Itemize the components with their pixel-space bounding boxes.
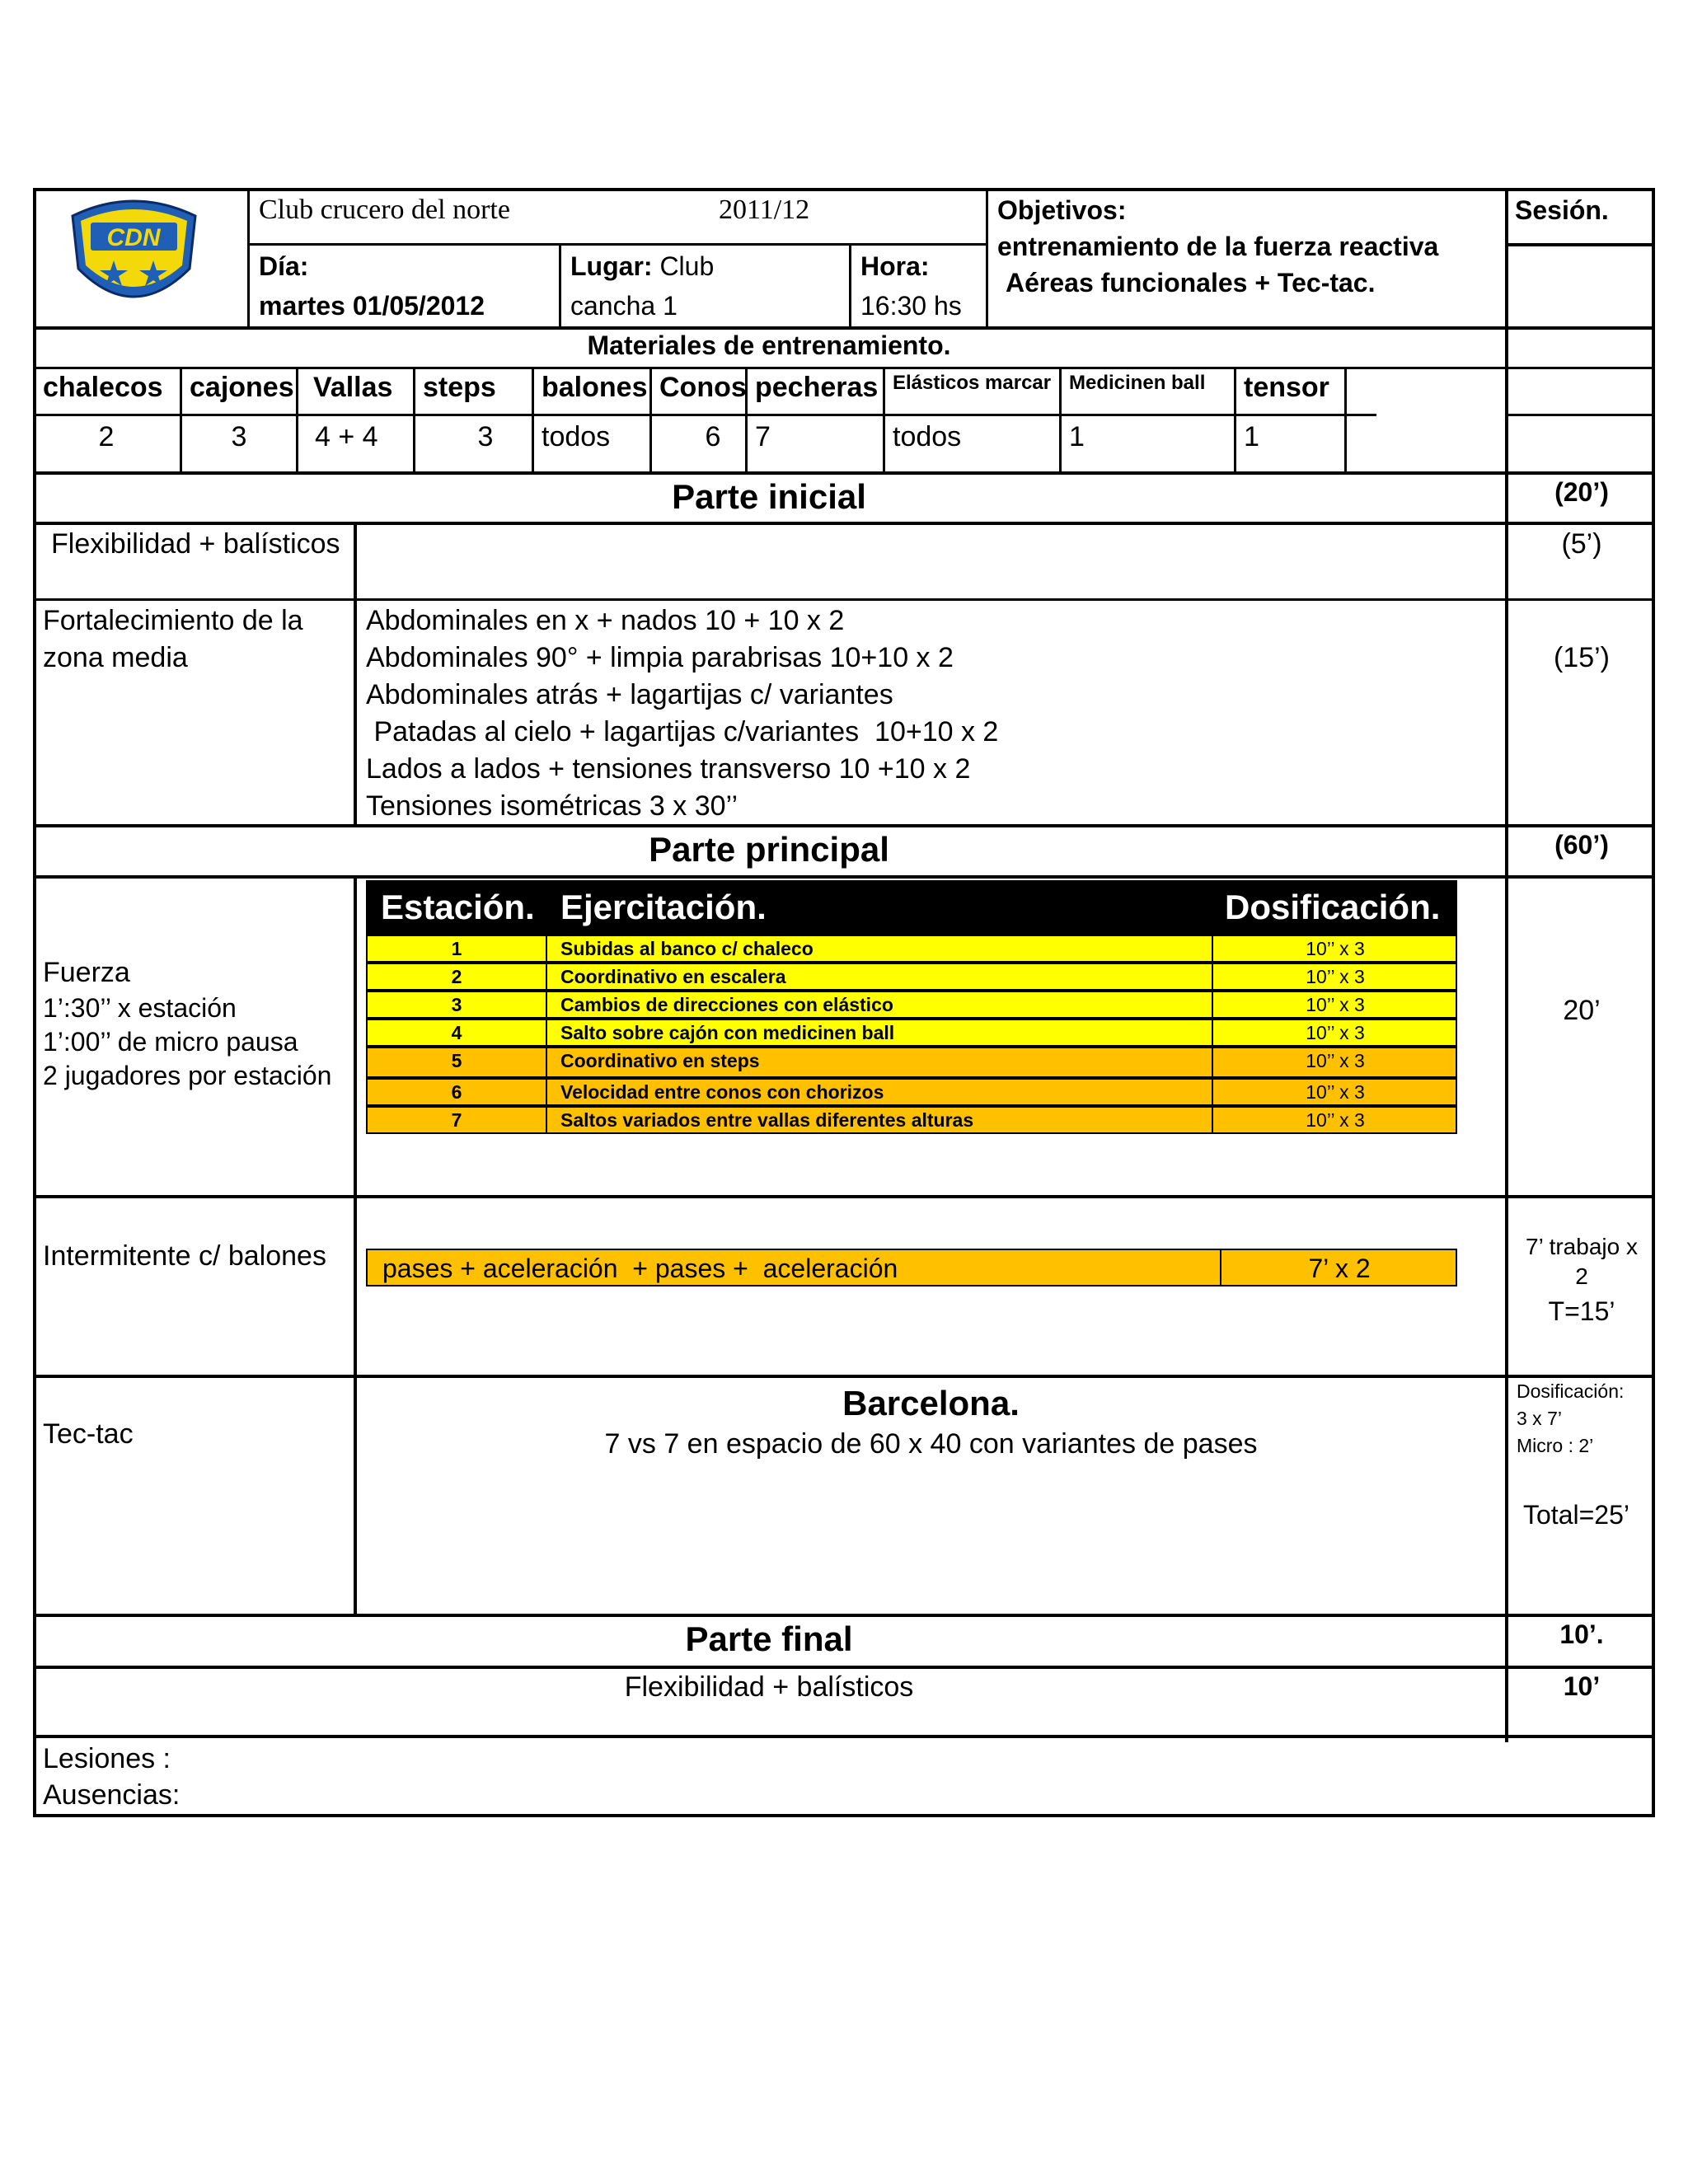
objetivos-line-2: Aéreas funcionales + Tec-tac. [1006, 268, 1376, 298]
station-exercise: Coordinativo en escalera [547, 964, 1213, 989]
hora-value: 16:30 hs [860, 291, 962, 321]
fortalecimiento-label: Fortalecimiento de la [43, 605, 303, 636]
club-logo-shield-icon [66, 193, 202, 316]
fortalecimiento-time: (15’) [1553, 642, 1611, 673]
exercise-column-header: Ejercitación. [560, 888, 767, 926]
station-dose: 10’’ x 3 [1306, 966, 1365, 987]
station-dose: 10’’ x 3 [1306, 994, 1365, 1015]
parte-inicial-title: Parte inicial [672, 477, 866, 516]
dose-column-header: Dosificación. [1225, 888, 1441, 926]
lugar-value-2: cancha 1 [570, 291, 678, 321]
dia-label: Día: [259, 251, 309, 281]
station-number: 3 [368, 992, 547, 1017]
station-dose: 10’’ x 3 [1306, 1022, 1365, 1043]
station-dose: 10’’ x 3 [1306, 938, 1365, 959]
tectac-time-4: Total=25’ [1523, 1500, 1629, 1530]
intermitente-exercise: pases + aceleración + pases + aceleración [382, 1254, 898, 1283]
material-header: tensor [1244, 372, 1329, 403]
station-number: 2 [368, 964, 547, 989]
material-value: 2 [98, 421, 115, 452]
station-number: 5 [368, 1048, 547, 1076]
tectac-time-2: 3 x 7’ [1517, 1408, 1562, 1429]
station-number: 4 [368, 1020, 547, 1045]
material-header: pecheras [755, 372, 879, 403]
material-header: chalecos [43, 372, 163, 403]
material-header: Medicinen ball [1069, 372, 1206, 394]
lesiones-label: Lesiones : [43, 1743, 171, 1774]
exercise-line: Tensiones isométricas 3 x 30’’ [366, 790, 738, 822]
exercise-line: Abdominales 90° + limpia parabrisas 10+10 x 2 [366, 642, 954, 673]
exercise-line: Lados a lados + tensiones transverso 10 +10 x 2 [366, 753, 971, 785]
logo-text: CDN [106, 224, 161, 251]
station-exercise: Saltos variados entre vallas diferentes alturas [547, 1108, 1213, 1132]
material-value: 7 [755, 421, 771, 452]
material-value: 1 [1244, 421, 1259, 452]
intermitente-dose: 7’ x 2 [1308, 1254, 1371, 1283]
material-value: 1 [1069, 421, 1085, 452]
parte-inicial-time: (20’) [1554, 477, 1609, 507]
club-name: Club crucero del norte [259, 194, 510, 225]
tectac-title: Barcelona. [842, 1384, 1020, 1422]
material-value: 3 [231, 421, 247, 452]
fuerza-detail: 1’:00’’ de micro pausa [43, 1027, 298, 1057]
lugar-value: Club [659, 251, 715, 281]
exercise-line: Abdominales atrás + lagartijas c/ variantes [366, 679, 893, 710]
material-value: todos [542, 421, 611, 452]
station-dose: 10’’ x 3 [1306, 1050, 1365, 1071]
lugar-label: Lugar: [570, 251, 653, 281]
tectac-label: Tec-tac [43, 1418, 134, 1450]
hora-label: Hora: [860, 251, 930, 281]
flexibilidad-label: Flexibilidad + balísticos [51, 528, 340, 560]
materials-title: Materiales de entrenamiento. [587, 330, 951, 360]
dia-value: martes 01/05/2012 [259, 291, 485, 321]
flexibilidad-time: (5’) [1561, 528, 1602, 560]
material-header: Vallas [313, 372, 393, 403]
table-row [366, 1019, 1457, 1047]
station-exercise: Velocidad entre conos con chorizos [547, 1080, 1213, 1104]
stations-table-header [366, 880, 1457, 935]
parte-final-content-time: 10’ [1563, 1671, 1601, 1701]
fuerza-label: Fuerza [43, 957, 130, 988]
exercise-line: Patadas al cielo + lagartijas c/variantes 10+10 x 2 [366, 716, 999, 748]
parte-final-time: 10’. [1559, 1619, 1604, 1649]
objetivos-label: Objetivos: [997, 195, 1127, 225]
material-header: Elásticos marcar [893, 372, 1052, 394]
table-row [366, 935, 1457, 963]
material-header: cajones [190, 372, 294, 403]
fuerza-detail: 1’:30’’ x estación [43, 993, 237, 1023]
intermitente-time-3: T=15’ [1548, 1296, 1615, 1326]
station-column-header: Estación. [381, 888, 535, 926]
objetivos-line-1: entrenamiento de la fuerza reactiva [997, 232, 1439, 261]
tectac-time-1: Dosificación: [1517, 1380, 1625, 1402]
intermitente-row [366, 1249, 1457, 1286]
table-row [366, 963, 1457, 991]
material-header: Conos [659, 372, 747, 403]
station-exercise: Cambios de direcciones con elástico [547, 992, 1213, 1017]
fuerza-detail: 2 jugadores por estación [43, 1061, 332, 1090]
intermitente-time-1: 7’ trabajo x [1526, 1234, 1638, 1259]
material-header: balones [542, 372, 648, 403]
club-logo [66, 193, 202, 316]
lugar [570, 252, 714, 281]
intermitente-label: Intermitente c/ balones [43, 1240, 326, 1272]
station-exercise: Salto sobre cajón con medicinen ball [547, 1020, 1213, 1045]
table-row [366, 1106, 1457, 1134]
fortalecimiento-label-2: zona media [43, 642, 188, 673]
material-header: steps [423, 372, 496, 403]
ausencias-label: Ausencias: [43, 1779, 181, 1811]
parte-final-content: Flexibilidad + balísticos [624, 1671, 914, 1703]
material-value: todos [893, 421, 962, 452]
tectac-time-3: Micro : 2’ [1517, 1435, 1594, 1456]
material-value: 4 + 4 [315, 421, 378, 452]
parte-principal-time: (60’) [1554, 830, 1609, 860]
exercise-line: Abdominales en x + nados 10 + 10 x 2 [366, 605, 845, 636]
station-number: 7 [368, 1108, 547, 1132]
station-dose: 10’’ x 3 [1306, 1109, 1365, 1131]
table-row [366, 1078, 1457, 1106]
material-value: 3 [477, 421, 494, 452]
station-number: 1 [368, 936, 547, 961]
station-exercise: Subidas al banco c/ chaleco [547, 936, 1213, 961]
station-dose: 10’’ x 3 [1306, 1081, 1365, 1103]
intermitente-time-2: 2 [1575, 1263, 1588, 1289]
material-value: 6 [705, 421, 721, 452]
parte-final-title: Parte final [685, 1619, 853, 1658]
station-number: 6 [368, 1080, 547, 1104]
table-row [366, 1047, 1457, 1078]
fuerza-time: 20’ [1563, 995, 1601, 1026]
sesion-label: Sesión. [1515, 195, 1609, 225]
tectac-description: 7 vs 7 en espacio de 60 x 40 con variantes de pases [604, 1428, 1258, 1460]
table-row [366, 991, 1457, 1019]
parte-principal-title: Parte principal [649, 830, 889, 869]
season: 2011/12 [719, 194, 810, 225]
station-exercise: Coordinativo en steps [547, 1048, 1213, 1076]
